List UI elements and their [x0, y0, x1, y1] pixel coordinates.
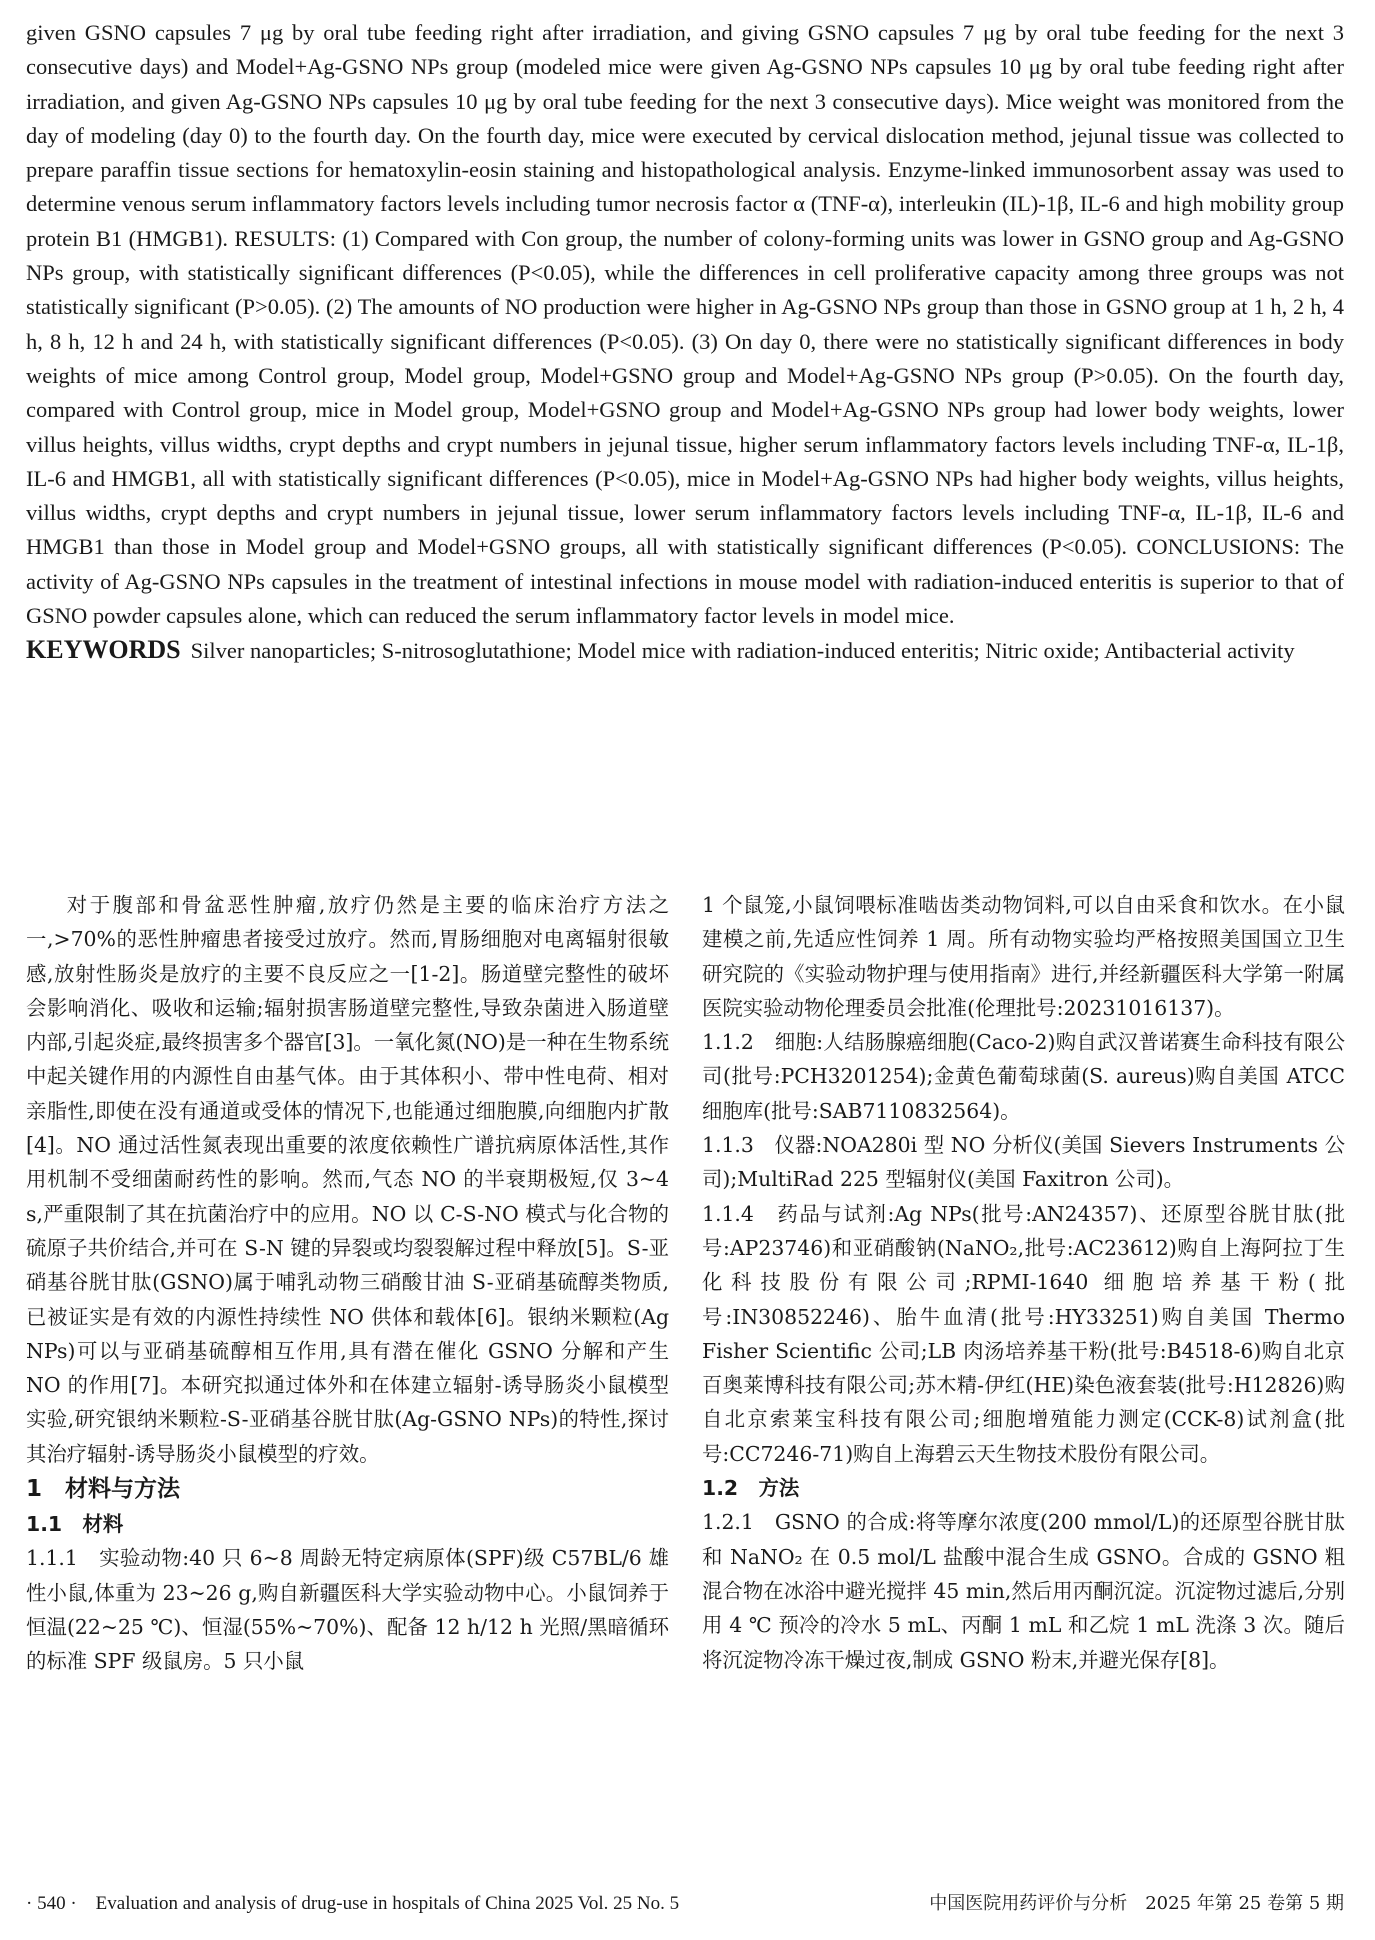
section-1-2-heading: 1.2 方法	[702, 1476, 800, 1501]
paragraph-1-1-1-continued: 1 个鼠笼,小鼠饲喂标准啮齿类动物饲料,可以自由采食和饮水。在小鼠建模之前,先适应性饲养 1 周。所有动物实验均严格按照美国国立卫生研究院的《实验动物护理与使用指南》进行,并经新疆医科大学第一附属医院实验动物伦理委员会批准(伦理批号:20231016137)。	[702, 893, 1345, 1020]
paragraph-1-1-1: 1.1.1 实验动物:40 只 6~8 周龄无特定病原体(SPF)级 C57BL/6 雄性小鼠,体重为 23~26 g,购自新疆医科大学实验动物中心。小鼠饲养于恒温(22~25 ℃)、恒湿(55%~70%)、配备 12 h/12 h 光照/黑暗循环的标准 SPF 级鼠房。5 只小鼠	[26, 1546, 669, 1674]
left-column	[26, 888, 669, 1679]
paragraph-1-1-3: 1.1.3 仪器:NOA280i 型 NO 分析仪(美国 Sievers Instruments 公司);MultiRad 225 型辐射仪(美国 Faxitron 公司)。	[702, 1133, 1345, 1192]
section-1-1-heading: 1.1 材料	[26, 1512, 124, 1537]
english-abstract	[26, 16, 1344, 669]
right-column	[702, 888, 1345, 1677]
page-footer	[26, 1890, 1344, 1918]
abstract-body: given GSNO capsules 7 μg by oral tube feeding right after irradiation, and giving GSNO capsules 7 μg by oral tube feeding for the next 3 consecutive days) and Model+Ag-GSNO NPs group (modeled mice were given Ag-GSNO NPs capsules 10 μg by oral tube feeding right after irradiation, and given Ag-GSNO NPs capsules 10 μg by oral tube feeding for the next 3 consecutive days). Mice weight was monitored from the day of modeling (day 0) to the fourth day. On the fourth day, mice were executed by cervical dislocation method, jejunal tissue was collected to prepare paraffin tissue sections for hematoxylin-eosin staining and histopathological analysis. Enzyme-linked immunosorbent assay was used to determine venous serum inflammatory factors levels including tumor necrosis factor α (TNF-α), interleukin (IL)-1β, IL-6 and high mobility group protein B1 (HMGB1). RESULTS: (1) Compared with Con group, the number of colony-forming units was lower in GSNO group and Ag-GSNO NPs group, with statistically significant differences (P<0.05), while the differences in cell proliferative capacity among three groups was not statistically significant (P>0.05). (2) The amounts of NO production were higher in Ag-GSNO NPs group than those in GSNO group at 1 h, 2 h, 4 h, 8 h, 12 h and 24 h, with statistically significant differences (P<0.05). (3) On day 0, there were no statistically significant differences in body weights of mice among Control group, Model group, Model+GSNO group and Model+Ag-GSNO NPs group (P>0.05). On the fourth day, compared with Control group, mice in Model group, Model+GSNO group and Model+Ag-GSNO NPs group had lower body weights, lower villus heights, villus widths, crypt depths and crypt numbers in jejunal tissue, higher serum inflammatory factors levels including TNF-α, IL-1β, IL-6 and HMGB1, all with statistically significant differences (P<0.05), mice in Model+Ag-GSNO NPs had higher body weights, villus heights, villus widths, crypt depths and crypt numbers in jejunal tissue, lower serum inflammatory factors levels including TNF-α, IL-1β, IL-6 and HMGB1 than those in Model group and Model+GSNO groups, all with statistically significant differences (P<0.05). CONCLUSIONS: The activity of Ag-GSNO NPs capsules in the treatment of intestinal infections in mouse model with radiation-induced enteritis is superior to that of GSNO powder capsules alone, which can reduced the serum inflammatory factor levels in model mice.	[26, 20, 1344, 629]
footer-journal-english: · 540 · Evaluation and analysis of drug-use in hospitals of China 2025 Vol. 25 No. 5	[26, 1893, 680, 1914]
keywords-label: KEYWORDS	[26, 635, 181, 665]
paragraph-1-1-2: 1.1.2 细胞:人结肠腺癌细胞(Caco-2)购自武汉普诺赛生命科技有限公司(批号:PCH3201254);金黄色葡萄球菌(S. aureus)购自美国 ATCC 细胞库(批号:SAB7110832564)。	[702, 1030, 1345, 1123]
paragraph-1-2-1: 1.2.1 GSNO 的合成:将等摩尔浓度(200 mmol/L)的还原型谷胱甘肽和 NaNO₂ 在 0.5 mol/L 盐酸中混合生成 GSNO。合成的 GSNO 粗混合物在冰浴中避光搅拌 45 min,然后用丙酮沉淀。沉淀物过滤后,分别用 4 ℃ 预冷的冷水 5 mL、丙酮 1 mL 和乙烷 1 mL 洗涤 3 次。随后将沉淀物冷冻干燥过夜,制成 GSNO 粉末,并避光保存[8]。	[702, 1510, 1345, 1672]
keywords-text: Silver nanoparticles; S-nitrosoglutathione; Model mice with radiation-induced enteritis; Nitric oxide; Antibacterial activity	[190, 638, 1295, 664]
section-1-heading: 1 材料与方法	[26, 1476, 181, 1503]
footer-journal-chinese: 中国医院用药评价与分析 2025 年第 25 卷第 5 期	[929, 1893, 1344, 1914]
introduction-paragraph: 对于腹部和骨盆恶性肿瘤,放疗仍然是主要的临床治疗方法之一,>70%的恶性肿瘤患者接受过放疗。然而,胃肠细胞对电离辐射很敏感,放射性肠炎是放疗的主要不良反应之一[1-2]。肠道壁完整性的破坏会影响消化、吸收和运输;辐射损害肠道壁完整性,导致杂菌进入肠道壁内部,引起炎症,最终损害多个器官[3]。一氧化氮(NO)是一种在生物系统中起关键作用的内源性自由基气体。由于其体积小、带中性电荷、相对亲脂性,即使在没有通道或受体的情况下,也能通过细胞膜,向细胞内扩散[4]。NO 通过活性氮表现出重要的浓度依赖性广谱抗病原体活性,其作用机制不受细菌耐药性的影响。然而,气态 NO 的半衰期极短,仅 3~4 s,严重限制了其在抗菌治疗中的应用。NO 以 C-S-NO 模式与化合物的硫原子共价结合,并可在 S-N 键的异裂或均裂裂解过程中释放[5]。S-亚硝基谷胱甘肽(GSNO)属于哺乳动物三硝酸甘油 S-亚硝基硫醇类物质,已被证实是有效的内源性持续性 NO 供体和载体[6]。银纳米颗粒(Ag NPs)可以与亚硝基硫醇相互作用,具有潜在催化 GSNO 分解和产生 NO 的作用[7]。本研究拟通过体外和在体建立辐射-诱导肠炎小鼠模型实验,研究银纳米颗粒-S-亚硝基谷胱甘肽(Ag-GSNO NPs)的特性,探讨其治疗辐射-诱导肠炎小鼠模型的疗效。	[26, 893, 669, 1466]
paragraph-1-1-4: 1.1.4 药品与试剂:Ag NPs(批号:AN24357)、还原型谷胱甘肽(批号:AP23746)和亚硝酸钠(NaNO₂,批号:AC23612)购自上海阿拉丁生化科技股份有限公司;RPMI-1640 细胞培养基干粉(批号:IN30852246)、胎牛血清(批号:HY33251)购自美国 Thermo Fisher Scientific 公司;LB 肉汤培养基干粉(批号:B4518-6)购自北京百奥莱博科技有限公司;苏木精-伊红(HE)染色液套装(批号:H12826)购自北京索莱宝科技有限公司;细胞增殖能力测定(CCK-8)试剂盒(批号:CC7246-71)购自上海碧云天生物技术股份有限公司。	[702, 1201, 1345, 1466]
keywords-line	[26, 633, 1344, 668]
